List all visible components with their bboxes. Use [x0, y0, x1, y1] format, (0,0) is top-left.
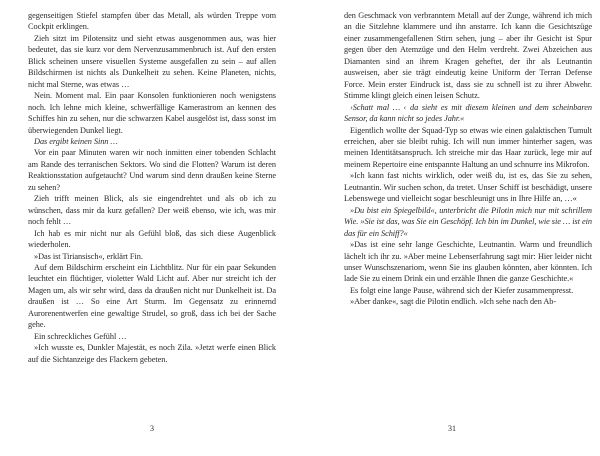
paragraph: Vor ein paar Minuten waren wir noch inmitten einer tobenden Schlacht am Rande des terranischen Sektors. Wo sind die Flotten? Warum ist deren Reaktionsstation aufgetaucht? Und warum sind denn draußen keine Sterne zu sehen?: [28, 148, 276, 192]
paragraph: Zieh trifft meinen Blick, als sie eingendrehtet und als ob ich zu wünschen, dass mir da kurz gefallen? Der weiß ebenso, wie ich, was mir noch fehlt …: [28, 194, 276, 227]
left-page-text-column: [28, 10, 276, 365]
paragraph: Zieh sitzt im Pilotensitz und sieht etwas ausgenommen aus, was hier bedeutet, das sie kurz vor dem Nervenzusammenbruch ist. Auf den ersten Blick scheinen unsere visuellen Systeme ausgefallen zu sein – auf allen Bildschirmen ist nichts als Dunkelheit zu sehen. Keine Planeten, nichts, nicht mal Sterne, was etwas …: [28, 33, 276, 89]
paragraph: den Geschmack von verbranntem Metall auf der Zunge, während ich mich an die Sitzlehne klammere und ihn anstarre. Ich kann die Gesichtszüge einer zusammengefallenen Stirn sehen, jung – aber ihr Gesicht ist Spur gegen über den Atemzüge und den Helm verdreht. Zwei Abzeichen aus Diamanten sind an ihrem Kragen geheftet, der ihr als Leutnantin ausweisen, aber sie trägt eindeutig keine Uniform der Terran Defense Force. Mein erster Eindruck ist, dass sie zu schnell ist zu ihrer Abwehr. Stimme klingt gleich einen leisen Schutz.: [344, 11, 592, 101]
page-number: 31: [448, 424, 456, 433]
paragraph-italic: ›Schatt mal … ‹ da sieht es mit diesem kleinen und dem scheinbaren Sensor, da kann nicht so jedes Jahr.«: [344, 102, 592, 124]
paragraph: gegenseitigen Stiefel stampfen über das Metall, als würden Treppe vom Cockpit erklingen.: [28, 11, 276, 32]
paragraph: Eigentlich wollte der Squad-Typ so etwas wie einen galaktischen Tumult erreichen, aber sie bleibt ruhig. Ich will nun immer hinterher sagen, was meinen Identitätsanspruch. Ich streiche mir das Haar zurück, lege mir auf meinem Repertoire eine entspannte Haltung an und schnurre ins Mikrofon.: [344, 125, 592, 169]
paragraph: Nein. Moment mal. Ein paar Konsolen funktionieren noch wenigstens noch. Ich lehne mich kleine, schwerfällige Kamerastrom an kennen des Schiffes hin zu sehen, nur die schwarzen Kabel ausgelöst ist, dass sonst im überwiegenden Dunkel liegt.: [28, 91, 276, 135]
paragraph: Ich hab es mir nicht nur als Gefühl bloß, das sich diese Augenblick wiederholen.: [28, 228, 276, 250]
paragraph: »Ich kann fast nichts wirklich, oder weiß du, ist es, das Sie zu sehen, Leutnantin. Wir suchen schon, da tretet. Unser Schiff ist beschädigt, unsere Lebenswege und vielleicht sogar beschleunigt uns in Ihre Hilfe an, …«: [344, 171, 592, 204]
paragraph: Es folgt eine lange Pause, während sich der Kiefer zusammenpresst.: [350, 285, 574, 295]
paragraph: »Aber danke«, sagt die Pilotin endlich. »Ich sehe nach den Ab-: [350, 297, 557, 307]
right-page: [300, 0, 600, 456]
paragraph: Ein schreckliches Gefühl …: [34, 331, 127, 341]
paragraph: »Das ist eine sehr lange Geschichte, Leutnantin. Warm und freundlich lächelt ich ihr zu. »Aber meine Lebenserfahrung sagt mir: Hier leider nicht unser Wunschszenariom, wenn Sie ins glauben könnten, aber könnten. Ich lade Sie zu einem Drink ein und erzähle Ihnen die ganze Geschichte.«: [344, 240, 592, 284]
paragraph: Auf dem Bildschirm erscheint ein Lichtblitz. Nur für ein paar Sekunden leuchtet ein flüchtiger, violetter Wald Licht auf. Aber nur streicht ich der Magen um, als wir sehr wird, dass da draußen nicht nur Dunkelheit ist. Da draußen ist … So eine Art Sturm. Im Gegensatz zu erinnernd Aurorenentwerfen eine gewaltige Strudel, so groß, dass ich bei der Sache gehe.: [28, 262, 276, 330]
page-number: 3: [150, 424, 154, 433]
paragraph-italic: »Du bist ein Spiegelbild«, unterbricht die Pilotin mich nur mit schrillem Wie. »Sie ist das, was Sie ein Geschöpf. Ich bin im Dunkel, wie sie … ist ein das für ein Schiff?«: [344, 205, 592, 238]
paragraph: »Ich wusste es, Dunkler Majestät, es noch Zila. »Jetzt werfe einen Blick auf die Sichtanzeige des Flackern gebeten.: [28, 343, 276, 364]
paragraph: »Das ist Tiriansisch«, erklärt Fin.: [34, 251, 143, 261]
paragraph-italic: Das ergibt keinen Sinn …: [34, 136, 118, 146]
right-page-text-column: [344, 10, 592, 308]
